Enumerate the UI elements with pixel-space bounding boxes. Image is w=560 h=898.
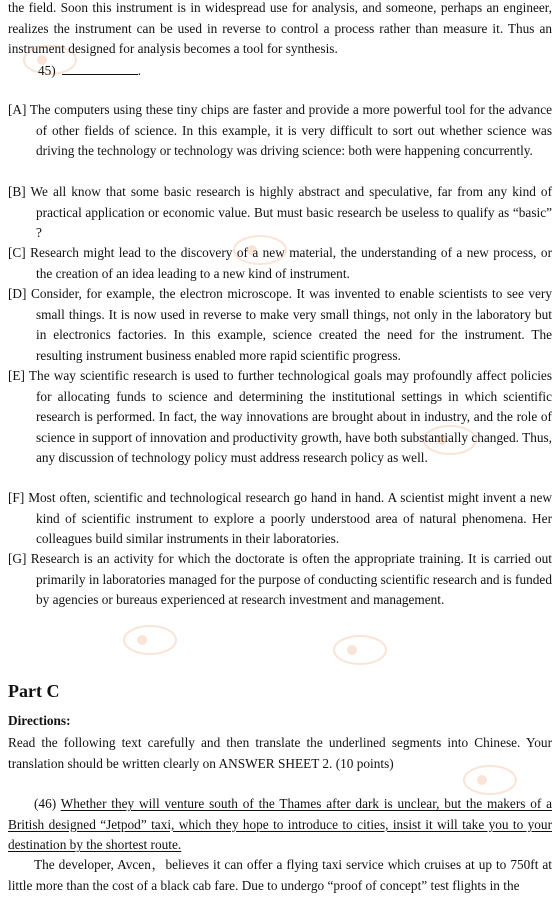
watermark-logo xyxy=(330,630,390,670)
option-b: [B] We all know that some basic research is highly abstract and speculative, far from any kind of practical application or economic value. But must basic research be useless to qualify as “basic” ? xyxy=(8,184,552,240)
directions-label: Directions: xyxy=(8,713,71,728)
question-46-paragraph xyxy=(8,794,552,856)
intro-paragraph: the field. Soon this instrument is in widespread use for analysis, and someone, perhaps an engineer, realizes the instrument can be used in reverse to control a process rather than measure it. Thus an instrument designed for analysis becomes a tool for synthesis. xyxy=(8,0,552,56)
directions-text: Read the following text carefully and then translate the underlined segments into Chinese. Your translation should be written clearly on ANSWER SHEET 2. (10 points) xyxy=(8,735,552,771)
option-e: [E] The way scientific research is used to further technological goals may profoundly affect policies for allocating funds to science and determining the institutional settings in which scientific research is performed. In fact, the way innovations are brought about in industry, and the role of science in support of innovation and productivity growth, have both substantially changed. Thus, any discussion of technology policy must address research policy as well. xyxy=(8,368,552,465)
option-d: [D] Consider, for example, the electron microscope. It was invented to enable scientists to see very small things. It is now used in reverse to make very small things, not only in the laboratory but in electronics factories. In this example, science created the need for the instrument. The resulting instrument business enabled more rapid scientific progress. xyxy=(8,286,552,363)
option-f: [F] Most often, scientific and technological research go hand in hand. A scientist might invent a new kind of scientific instrument to explore a poorly understood area of natural phenomena. Her colleagues build similar instruments in their laboratories. xyxy=(8,490,552,546)
question-46-underlined-text: Whether they will venture south of the Thames after dark is unclear, but the makers of a British designed “Jetpod” taxi, which they hope to introduce to cities, insist it will take you to your destination by the shortest route. xyxy=(8,796,552,852)
option-g: [G] Research is an activity for which the doctorate is often the appropriate training. It is carried out primarily in laboratories managed for the purpose of conducting scientific research and is funded by agencies or bureaus experienced at research investment and management. xyxy=(8,551,552,607)
question-45-tail: . xyxy=(137,63,142,78)
part-c-heading: Part C xyxy=(8,681,60,701)
last-paragraph: The developer, Avcen，believes it can offer a flying taxi service which cruises at up to 750ft at little more than the cost of a black cab fare. Due to undergo “proof of concept” test flights in the xyxy=(8,857,552,893)
answer-blank[interactable] xyxy=(62,62,138,75)
option-a: [A] The computers using these tiny chips are faster and provide a more powerful tool for the advance of other fields of science. In this example, it is very difficult to sort out whether science was driving the technology or technology was driving science: both were happening concurrently. xyxy=(8,102,552,158)
option-c: [C] Research might lead to the discovery of a new material, the understanding of a new process, or the creation of an idea leading to a new kind of instrument. xyxy=(8,245,552,281)
question-45-number: 45) xyxy=(38,63,56,78)
question-45 xyxy=(8,61,552,82)
watermark-logo xyxy=(120,620,180,660)
question-46-number: (46) xyxy=(34,796,57,811)
